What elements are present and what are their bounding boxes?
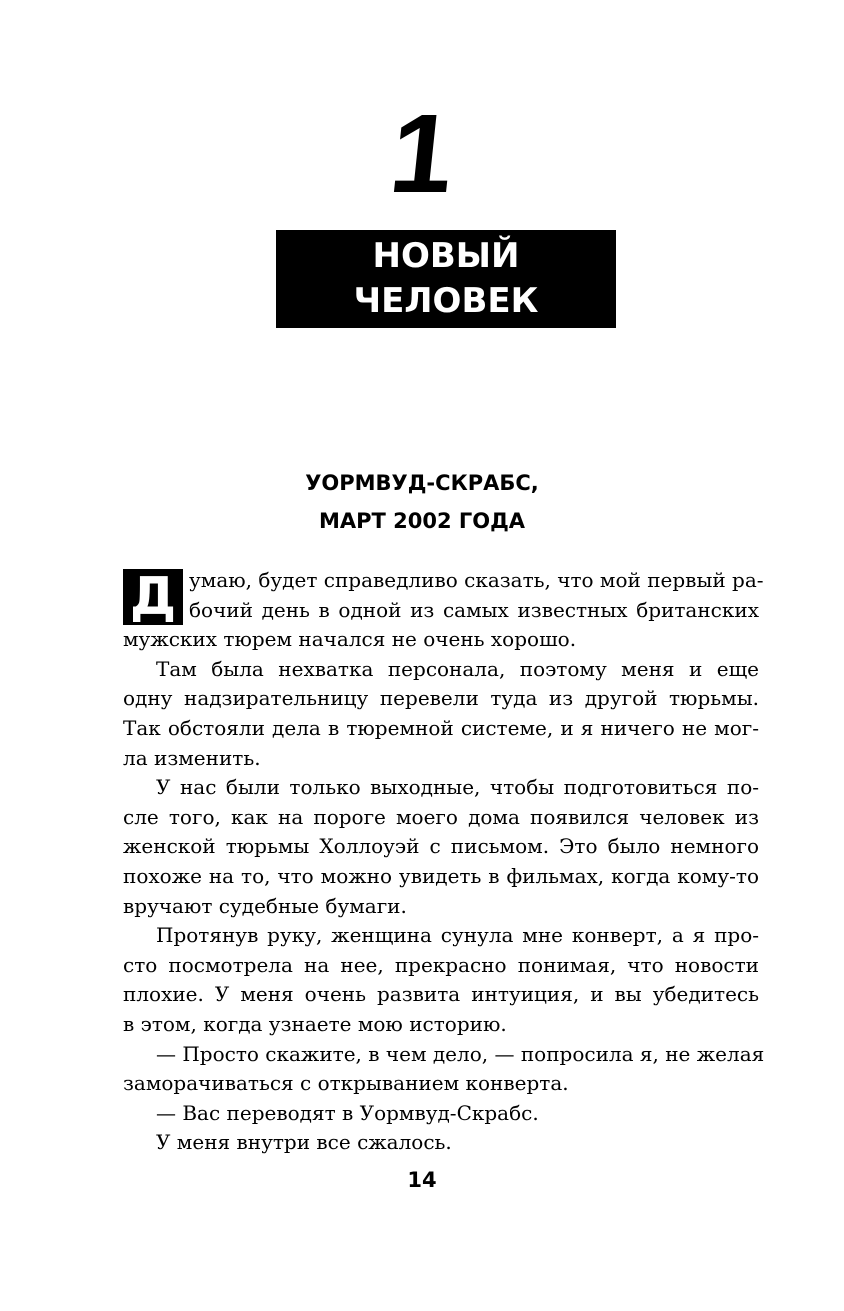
text-line: в этом, когда узнаете мою историю.: [123, 1011, 507, 1036]
text-line: Там была нехватка персонала, поэтому меня и еще: [156, 656, 759, 681]
text-line: — Вас переводят в Уормвуд-Скрабс.: [156, 1100, 539, 1125]
text-line: Так обстояли дела в тюремной системе, и я ничего не мог-: [123, 715, 759, 740]
text-line: У меня внутри все сжалось.: [156, 1130, 452, 1155]
text-line: сто посмотрела на нее, прекрасно понимая, что новости: [123, 952, 759, 977]
text-line: плохие. У меня очень развита интуиция, и вы убедитесь: [123, 982, 759, 1007]
chapter-title: [276, 230, 616, 366]
text-line: похоже на то, что можно увидеть в фильмах, когда кому-то: [123, 863, 759, 888]
text-line: мужских тюрем начался не очень хорошо.: [123, 627, 577, 652]
text-line: умаю, будет справедливо сказать, что мой первый ра-: [189, 568, 764, 592]
page-number: 14: [407, 1168, 437, 1192]
text-line: ла изменить.: [123, 745, 261, 770]
text-line: бочий день в одной из самых известных британских: [189, 597, 759, 622]
section-heading: [0, 464, 844, 540]
text-line: одну надзирательницу перевели туда из другой тюрьмы.: [123, 686, 759, 711]
drop-cap: Д: [123, 569, 183, 625]
text-line: заморачиваться с открыванием конверта.: [123, 1071, 569, 1096]
text-line: женской тюрьмы Холлоуэй с письмом. Это было немного: [123, 834, 759, 859]
text-line: — Просто скажите, в чем дело, — попросила я, не желая: [156, 1041, 765, 1066]
chapter-title-line: НОВЫЙ ЧЕЛОВЕК: [353, 236, 539, 321]
chapter-number: 1: [384, 91, 460, 216]
chapter-title-line: В БЛОКЕ: [360, 326, 532, 366]
section-heading-line: МАРТ 2002 ГОДА: [318, 509, 526, 533]
text-line: вручают судебные бумаги.: [123, 893, 407, 918]
body-text: [123, 566, 765, 1158]
section-heading-line: УОРМВУД-СКРАБС,: [305, 471, 539, 495]
text-line: У нас были только выходные, чтобы подготовиться по-: [156, 775, 759, 800]
text-line: сле того, как на пороге моего дома появился человек из: [123, 804, 759, 829]
text-line: Протянув руку, женщина сунула мне конверт, а я про-: [156, 923, 759, 948]
